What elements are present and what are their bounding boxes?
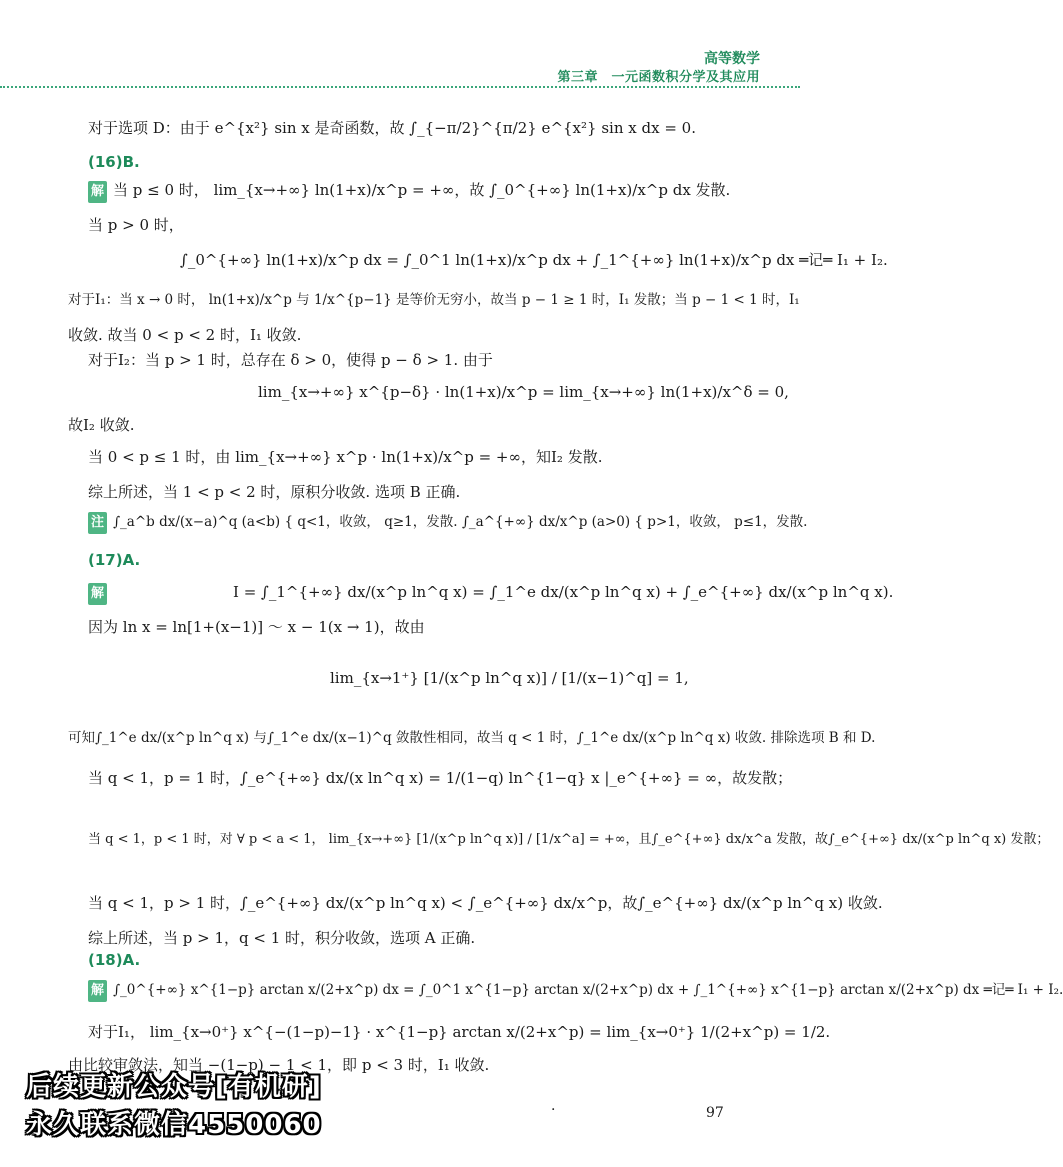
stray-mark: · (551, 1102, 556, 1118)
text-line: 故I₂ 收敛. (68, 416, 135, 434)
note-tag: 注 (88, 512, 107, 534)
problem-label-16: (16)B. (88, 153, 140, 171)
book-title: 高等数学 (704, 51, 760, 67)
note-line (88, 512, 807, 534)
text-line: 当 q < 1，p = 1 时，∫_e^{+∞} dx/(x ln^q x) = 1/(1−q) ln^{1−q} x |_e^{+∞} = ∞，故发散； (88, 769, 793, 787)
watermark-line-1: 后续更新公众号[有机研] (26, 1072, 322, 1102)
formula-line: lim_{x→1⁺} [1/(x^p ln^q x)] / [1/(x−1)^q] = 1, (330, 669, 689, 687)
text-line: 综上所述，当 1 < p < 2 时，原积分收敛. 选项 B 正确. (88, 483, 461, 501)
formula-line: lim_{x→+∞} x^{p−δ} · ln(1+x)/x^p = lim_{x→+∞} ln(1+x)/x^δ = 0, (258, 383, 789, 401)
text-line: 对于I₁：当 x → 0 时， ln(1+x)/x^p 与 1/x^{p−1} 是等价无穷小，故当 p − 1 ≥ 1 时，I₁ 发散；当 p − 1 < 1 时，I₁ (68, 292, 800, 308)
solution-line (88, 980, 1063, 1002)
solution-tag: 解 (88, 181, 107, 203)
text-line: 当 p ≤ 0 时， lim_{x→+∞} ln(1+x)/x^p = +∞，故 ∫_0^{+∞} ln(1+x)/x^p dx 发散. (113, 181, 731, 199)
text-line: 当 p > 0 时， (88, 216, 184, 234)
text-line: 当 q < 1，p < 1 时，对 ∀ p < a < 1， lim_{x→+∞} [1/(x^p ln^q x)] / [1/x^a] = +∞，且∫_e^{+∞} dx/x^a 发散，故∫_e^{+∞} dx/(x^p ln^q x) 发散； (88, 832, 1050, 847)
solution-tag: 解 (88, 980, 107, 1002)
text-line: 当 q < 1，p > 1 时，∫_e^{+∞} dx/(x^p ln^q x) < ∫_e^{+∞} dx/x^p，故∫_e^{+∞} dx/(x^p ln^q x) 收敛. (88, 894, 883, 912)
solution-line (88, 582, 893, 605)
text-line: 因为 ln x = ln[1+(x−1)] ～ x − 1(x → 1)，故由 (88, 618, 425, 636)
text-line: 当 0 < p ≤ 1 时，由 lim_{x→+∞} x^p · ln(1+x)/x^p = +∞，知I₂ 发散. (88, 448, 603, 466)
solution-tag: 解 (88, 583, 107, 605)
formula-line: I = ∫_1^{+∞} dx/(x^p ln^q x) = ∫_1^e dx/(x^p ln^q x) + ∫_e^{+∞} dx/(x^p ln^q x). (233, 583, 894, 601)
text-line: 综上所述，当 p > 1，q < 1 时，积分收敛，选项 A 正确. (88, 929, 476, 947)
text-line: 由比较审敛法，知当 −(1−p) − 1 < 1，即 p < 3 时，I₁ 收敛. (68, 1056, 490, 1074)
solution-line (88, 180, 730, 203)
text-line: 对于I₂：当 p > 1 时，总存在 δ > 0，使得 p − δ > 1. 由于 (88, 351, 493, 369)
text-line: 对于I₁， lim_{x→0⁺} x^{−(1−p)−1} · x^{1−p} arctan x/(2+x^p) = lim_{x→0⁺} 1/(2+x^p) = 1/2. (88, 1023, 831, 1041)
formula-line: ∫_0^{+∞} x^{1−p} arctan x/(2+x^p) dx = ∫_0^1 x^{1−p} arctan x/(2+x^p) dx + ∫_1^{+∞} x^{1−p} arctan x/(2+x^p) dx ═记═ I₁ + I₂. (113, 982, 1063, 998)
chapter-title: 第三章 一元函数积分学及其应用 (557, 70, 760, 85)
header-divider (0, 86, 800, 88)
text-line: ∫_a^b dx/(x−a)^q (a<b) { q<1，收敛， q≥1，发散. ∫_a^{+∞} dx/x^p (a>0) { p>1，收敛， p≤1，发散. (113, 514, 808, 530)
text-line: 可知∫_1^e dx/(x^p ln^q x) 与∫_1^e dx/(x−1)^q 敛散性相同，故当 q < 1 时，∫_1^e dx/(x^p ln^q x) 收敛. 排除选项 B 和 D. (68, 730, 876, 746)
text-line: 对于选项 D：由于 e^{x²} sin x 是奇函数，故 ∫_{−π/2}^{π/2} e^{x²} sin x dx = 0. (88, 119, 696, 137)
problem-label-18: (18)A. (88, 951, 141, 969)
formula-line: ∫_0^{+∞} ln(1+x)/x^p dx = ∫_0^1 ln(1+x)/x^p dx + ∫_1^{+∞} ln(1+x)/x^p dx ═记═ I₁ + I₂. (180, 251, 888, 269)
watermark-line-2: 永久联系微信4550060 (26, 1110, 322, 1140)
page-number: 97 (706, 1105, 724, 1121)
problem-label-17: (17)A. (88, 551, 141, 569)
text-line: 收敛. 故当 0 < p < 2 时，I₁ 收敛. (68, 326, 302, 344)
